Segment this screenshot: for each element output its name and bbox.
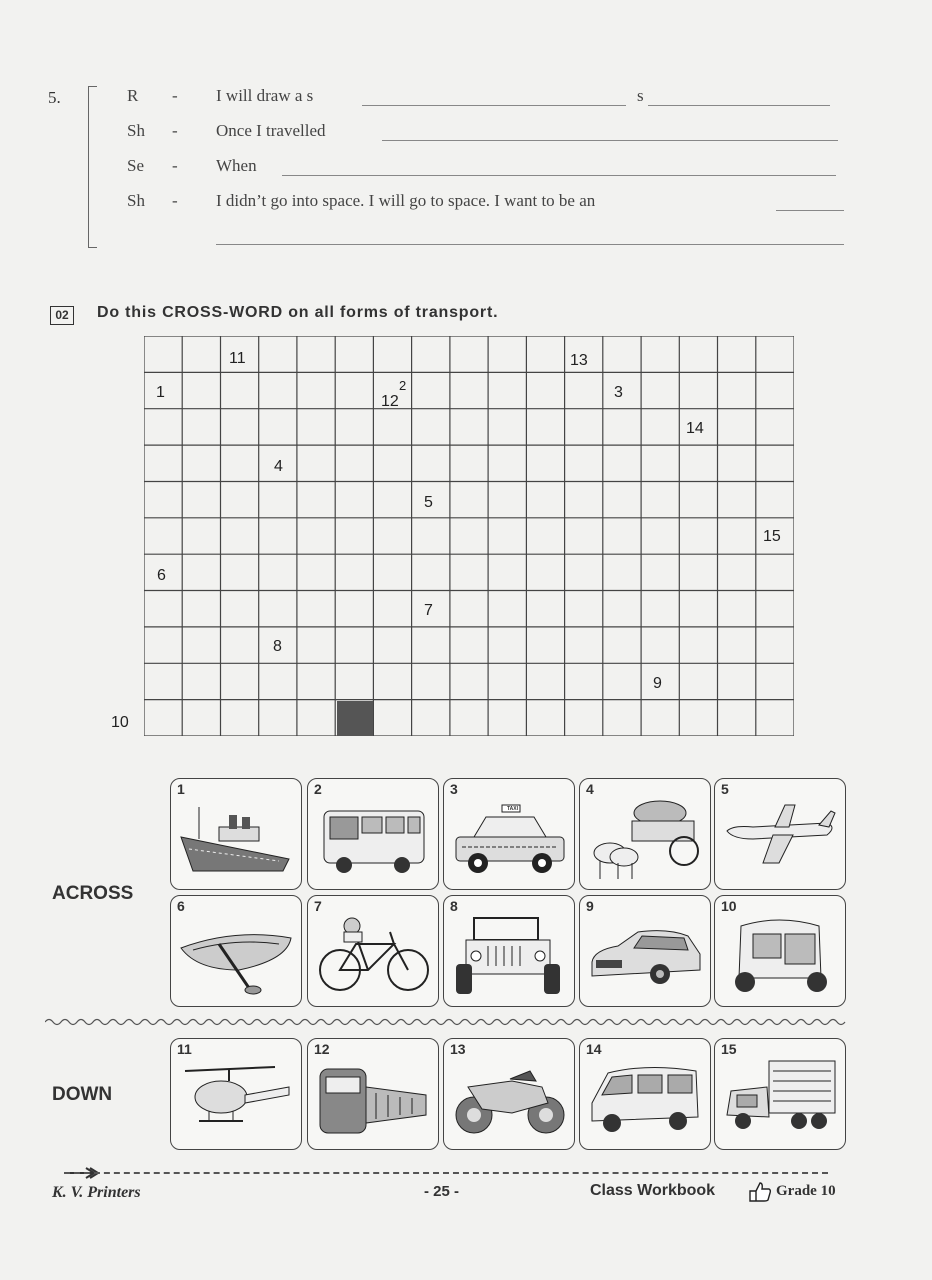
question-number: 5. [48, 88, 61, 107]
card-number: 6 [177, 898, 185, 914]
rowboat-icon [179, 914, 294, 999]
bullock-cart-icon [588, 797, 703, 882]
answer-blank[interactable] [382, 140, 838, 141]
card-number: 15 [721, 1041, 737, 1057]
clue-card-1 [170, 778, 302, 890]
row-label: Sh [127, 121, 145, 140]
book-title: Class Workbook [590, 1182, 716, 1199]
van-icon [588, 1057, 703, 1142]
clue-number: 8 [273, 638, 282, 655]
sentence-row-1 [0, 86, 932, 116]
clue-card-5 [714, 778, 846, 890]
clue-card-9 [579, 895, 711, 1007]
clue-number: 3 [614, 384, 623, 401]
row-label: R [127, 86, 139, 105]
helicopter-icon [179, 1057, 294, 1142]
card-number: 5 [721, 781, 729, 797]
card-number: 1 [177, 781, 185, 797]
clue-card-3 [443, 778, 575, 890]
row-text: When [216, 156, 257, 175]
black-cell [337, 701, 373, 736]
clue-number: 1 [156, 384, 165, 401]
taxi-sign: TAXI [507, 806, 519, 812]
answer-blank[interactable] [282, 175, 836, 176]
bus-icon [316, 797, 431, 882]
crossword-grid-lines [144, 336, 794, 736]
card-number: 10 [721, 898, 737, 914]
sentence-row-2 [0, 121, 932, 151]
answer-blank[interactable] [362, 105, 626, 106]
jeep-icon [452, 914, 567, 999]
thumbs-up-icon [748, 1181, 772, 1208]
clue-card-2 [307, 778, 439, 890]
card-number: 2 [314, 781, 322, 797]
clue-card-11 [170, 1038, 302, 1150]
clue-card-4 [579, 778, 711, 890]
ship-icon [179, 797, 294, 882]
clue-number: 14 [686, 420, 704, 437]
row-dash: - [172, 156, 178, 175]
card-number: 8 [450, 898, 458, 914]
airplane-icon [723, 797, 838, 882]
car-icon [588, 914, 703, 999]
sentence-row-4 [0, 191, 932, 221]
arrow-icon [64, 1166, 104, 1184]
page-number: - 25 - [424, 1183, 460, 1200]
card-number: 3 [450, 781, 458, 797]
card-number: 14 [586, 1041, 602, 1057]
clue-number: 7 [424, 602, 433, 619]
train-icon [316, 1057, 431, 1142]
motorcycle-icon [452, 1057, 567, 1142]
auto-rickshaw-icon [723, 914, 838, 999]
row-dash: - [172, 86, 178, 105]
row-label: Se [127, 156, 144, 175]
clue-card-13 [443, 1038, 575, 1150]
card-number: 13 [450, 1041, 466, 1057]
clue-card-6 [170, 895, 302, 1007]
clue-number: 5 [424, 494, 433, 511]
sentence-row-3 [0, 156, 932, 186]
clue-card-10 [714, 895, 846, 1007]
clue-number: 9 [653, 675, 662, 692]
crossword-grid[interactable] [144, 336, 794, 736]
card-number: 9 [586, 898, 594, 914]
clue-number: 11 [229, 350, 246, 367]
bicycle-icon [316, 914, 431, 999]
clue-number: 6 [157, 567, 166, 584]
footer-rule [64, 1172, 828, 1174]
across-label: ACROSS [52, 883, 134, 904]
down-label: DOWN [52, 1084, 113, 1105]
answer-blank[interactable] [776, 210, 844, 211]
wavy-divider [45, 1014, 850, 1024]
row-dash: - [172, 121, 178, 140]
answer-blank-line[interactable] [216, 244, 844, 245]
lorry-icon [723, 1057, 838, 1142]
clue-card-8 [443, 895, 575, 1007]
row-label: Sh [127, 191, 145, 210]
grade-label: Grade 10 [776, 1183, 836, 1199]
row-mid-letter: s [637, 86, 644, 105]
clue-card-7 [307, 895, 439, 1007]
section-badge: 02 [50, 306, 74, 325]
answer-blank[interactable] [648, 105, 830, 106]
row-text: I will draw a s [216, 86, 314, 105]
clue-number: 13 [570, 352, 588, 369]
clue-number: 15 [763, 528, 781, 545]
clue-card-15 [714, 1038, 846, 1150]
row-dash: - [172, 191, 178, 210]
card-number: 4 [586, 781, 594, 797]
row-text: I didn’t go into space. I will go to space. I want to be an [216, 191, 596, 210]
clue-number: 12 [381, 393, 399, 410]
clue-number: 2 [399, 378, 407, 393]
clue-number: 4 [274, 458, 283, 475]
clue-card-14 [579, 1038, 711, 1150]
clue-card-12 [307, 1038, 439, 1150]
section-title: Do this CROSS-WORD on all forms of transport. [97, 304, 499, 321]
card-number: 7 [314, 898, 322, 914]
row-text: Once I travelled [216, 121, 326, 140]
card-number: 12 [314, 1041, 330, 1057]
publisher-name: K. V. Printers [52, 1184, 141, 1201]
card-number: 11 [177, 1041, 192, 1057]
clue-number: 10 [111, 714, 129, 731]
